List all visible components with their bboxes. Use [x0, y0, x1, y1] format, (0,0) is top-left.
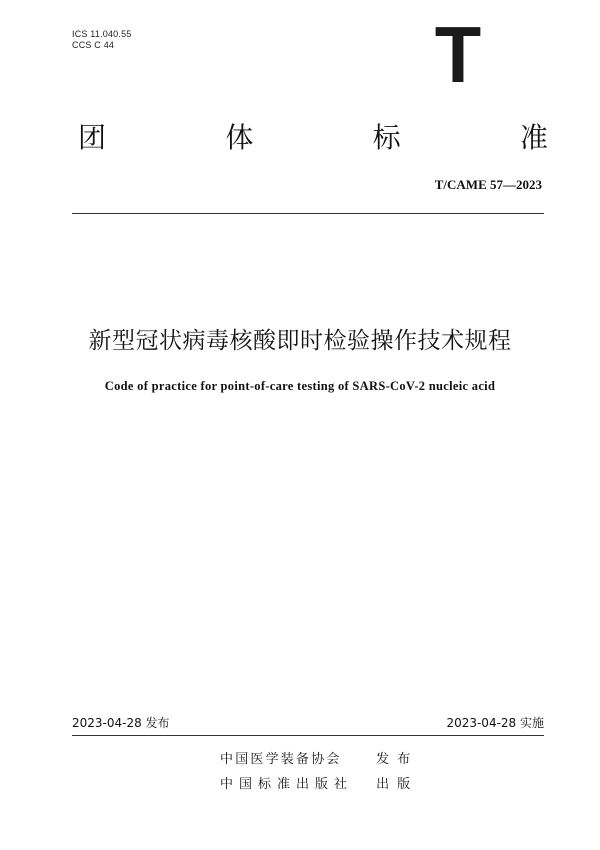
publisher-action: 发布 — [376, 752, 419, 767]
standard-type-char: 体 — [225, 121, 254, 154]
standard-type-letter: T — [434, 10, 482, 99]
standard-type-char: 准 — [519, 121, 548, 154]
publisher-name: 中国医学装备协会 — [220, 752, 342, 767]
chinese-title: 新型冠状病毒核酸即时检验操作技术规程 — [88, 328, 512, 354]
ics-code: ICS 11.040.55 — [72, 29, 132, 39]
publisher-row — [220, 751, 418, 769]
standard-type-char: 团 — [78, 121, 107, 154]
implementation-date: 2023-04-28 实施 — [446, 716, 544, 730]
top-divider — [72, 213, 544, 214]
standard-type-char: 标 — [372, 121, 401, 154]
printer-row — [220, 776, 418, 794]
bottom-divider — [72, 735, 544, 736]
classification-codes — [72, 29, 131, 51]
printer-name: 中国标准出版社 — [220, 777, 354, 792]
printer-action: 出版 — [376, 777, 419, 792]
ccs-code: CCS C 44 — [72, 40, 115, 50]
standard-type-heading — [78, 118, 548, 158]
english-title: Code of practice for point-of-care testing of SARS-CoV-2 nucleic acid — [104, 379, 496, 393]
issue-date: 2023-04-28 发布 — [72, 716, 170, 730]
standard-number: T/CAME 57—2023 — [434, 177, 542, 192]
